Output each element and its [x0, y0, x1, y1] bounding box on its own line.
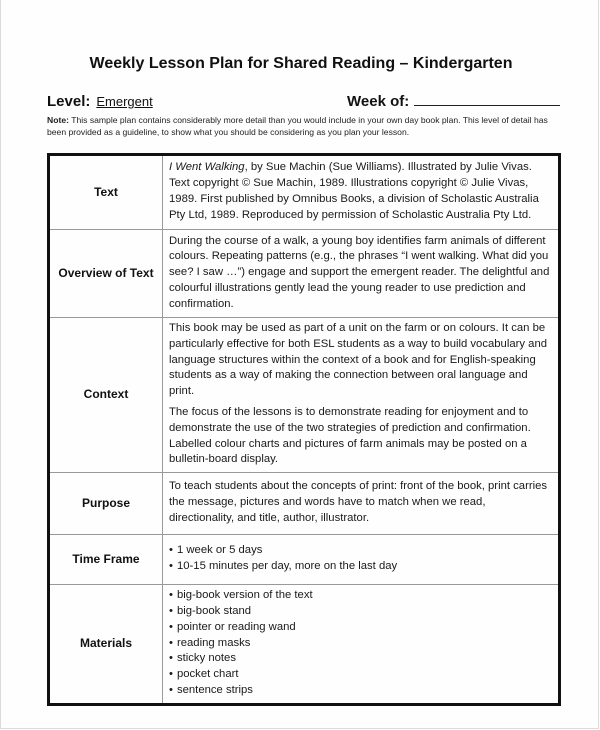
row-label-time-frame: Time Frame: [49, 535, 163, 585]
row-label-purpose: Purpose: [49, 473, 163, 535]
list-item: • reading masks: [169, 636, 552, 652]
row-label-overview: Overview of Text: [49, 230, 163, 318]
table-row-purpose: [49, 473, 560, 535]
list-item: • 10-15 minutes per day, more on the last day: [169, 559, 552, 575]
list-item: • big-book version of the text: [169, 588, 552, 604]
context-paragraph: The focus of the lessons is to demonstrate reading for enjoyment and to demonstrate the use of the two strategies of prediction and confirmation. Labelled colour charts and pictures of farm animals may be posted on a bulletin-board display.: [169, 405, 531, 466]
list-item: • 1 week or 5 days: [169, 543, 552, 559]
level-value: Emergent: [96, 94, 153, 109]
note-text: This sample plan contains considerably more detail than you would include in your own day book plan. This level of detail has been provided as a guideline, to show what you should be considering as you plan your lesson.: [47, 115, 548, 137]
level-field: [47, 93, 153, 110]
note-paragraph: [47, 114, 557, 138]
note-label: Note:: [47, 115, 69, 125]
table-row-time-frame: [49, 535, 560, 585]
book-citation: , by Sue Machin (Sue Williams). Illustrated by Julie Vivas. Text copyright © Sue Machin, 1989. Illustrations copyright © Julie Vivas, 1989. First published by Omnibus Books, a division of Scholastic Australia Pty Ltd, 1989. Reproduced by permission of Scholastic Australia Pty Ltd.: [169, 161, 539, 221]
list-item: • sticky notes: [169, 651, 552, 667]
level-label: Level:: [47, 93, 91, 110]
list-item: • big-book stand: [169, 604, 552, 620]
row-content-time-frame: [163, 535, 560, 585]
lesson-plan-table: [47, 153, 561, 706]
table-row-overview: [49, 230, 560, 318]
list-item: • pocket chart: [169, 667, 552, 683]
row-content-overview: During the course of a walk, a young boy identifies farm animals of different colours. Repeating patterns (e.g., the phrases “I went walking. What did you see? I saw …”) engage and support the emergent reader. The delightful and colourful illustrations gently lead the young reader to use prediction and confirmation.: [163, 230, 560, 318]
row-label-text: Text: [49, 155, 163, 230]
row-label-context: Context: [49, 318, 163, 473]
week-of-blank-line: [414, 93, 560, 106]
table-row-materials: [49, 585, 560, 705]
row-label-materials: Materials: [49, 585, 163, 705]
row-content-text: [163, 155, 560, 230]
document-title: Weekly Lesson Plan for Shared Reading – Kindergarten: [89, 55, 513, 72]
row-content-materials: [163, 585, 560, 705]
context-paragraph: This book may be used as part of a unit on the farm or on colours. It can be particularly effective for both ESL students as a way to build vocabulary and language structures within the context of a book and for English-speaking students as a way of making the connection between oral language and print.: [169, 322, 548, 398]
book-title: I Went Walking: [169, 161, 245, 174]
row-content-purpose: To teach students about the concepts of print: front of the book, print carries the message, pictures and words have to match when we read, directionality, and title, author, illustrator.: [163, 473, 560, 535]
list-item: • sentence strips: [169, 683, 552, 699]
materials-list: [169, 588, 552, 699]
list-item: • pointer or reading wand: [169, 620, 552, 636]
row-content-context: [163, 318, 560, 473]
week-of-label: Week of:: [347, 93, 410, 110]
table-row-context: [49, 318, 560, 473]
week-of-field: [347, 93, 560, 110]
time-frame-list: [169, 543, 552, 575]
table-row-text: [49, 155, 560, 230]
